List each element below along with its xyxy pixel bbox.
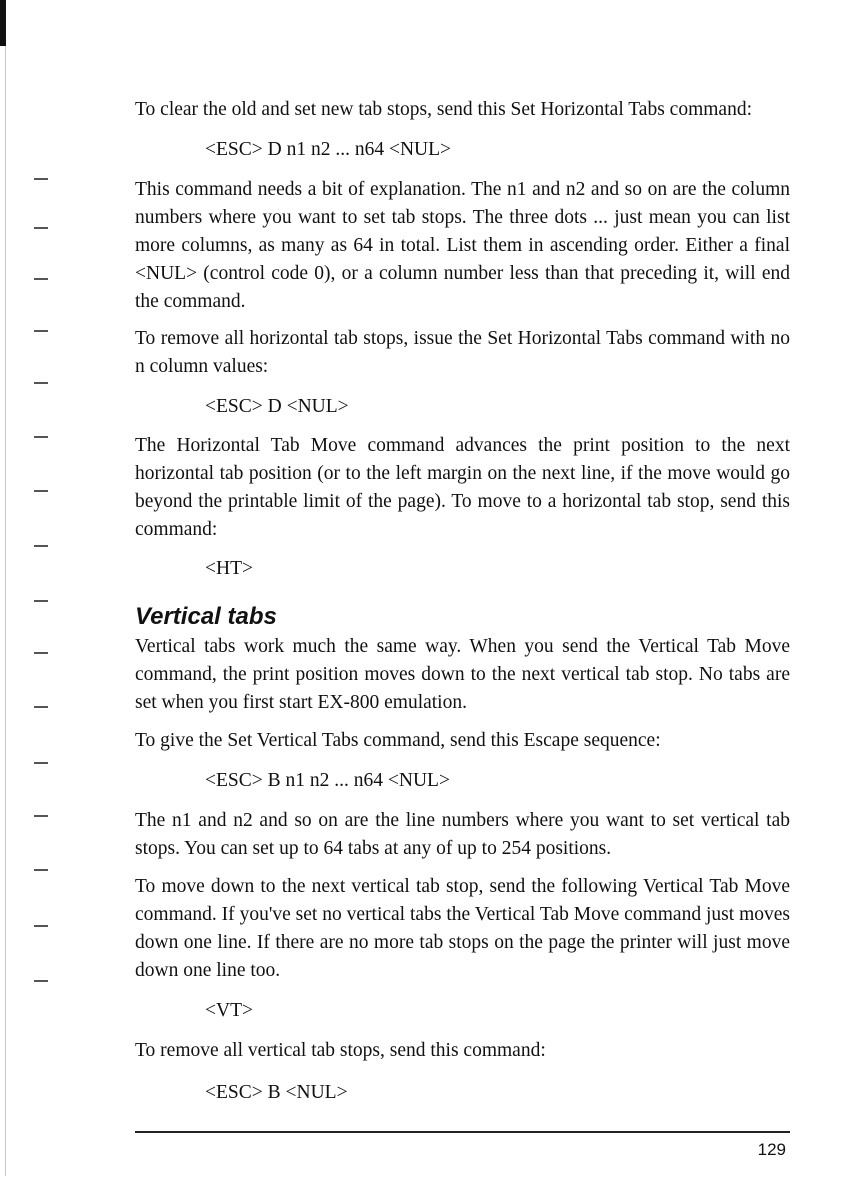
margin-tick (34, 652, 48, 654)
paragraph: The n1 and n2 and so on are the line numbers where you want to set vertical tab stops. You can set up to 64 tabs at any of up to 254 positions. (135, 810, 790, 859)
footer-rule (135, 1131, 790, 1133)
page-number: 129 (757, 1140, 786, 1159)
code-line: <ESC> D n1 n2 ... n64 <NUL> (205, 139, 452, 160)
code-line: <HT> (205, 558, 253, 579)
code-line: <ESC> B <NUL> (205, 1082, 348, 1103)
margin-tick (34, 706, 48, 708)
margin-tick (34, 330, 48, 332)
margin-tick (34, 382, 48, 384)
page-body (135, 96, 790, 1107)
code-line: <ESC> D <NUL> (205, 396, 349, 417)
paragraph: To give the Set Vertical Tabs command, send this Escape sequence: (135, 730, 661, 751)
paragraph: The Horizontal Tab Move command advances the print position to the next horizontal tab position (or to the left margin on the next line, if the move would go beyond the printable limit of the page). To move to a horizontal tab stop, send this command: (135, 435, 790, 540)
margin-tick (34, 925, 48, 927)
margin-tick (34, 600, 48, 602)
binding-edge-line (5, 46, 6, 1176)
margin-tick (34, 762, 48, 764)
binding-edge-mark (0, 0, 6, 46)
paragraph: To clear the old and set new tab stops, send this Set Horizontal Tabs command: (135, 99, 752, 120)
margin-tick (34, 490, 48, 492)
code-line: <ESC> B n1 n2 ... n64 <NUL> (205, 770, 450, 791)
margin-tick (34, 869, 48, 871)
section-heading: Vertical tabs (135, 603, 277, 630)
margin-tick (34, 980, 48, 982)
margin-tick (34, 227, 48, 229)
paragraph: To remove all horizontal tab stops, issue the Set Horizontal Tabs command with no n column values: (135, 328, 790, 377)
code-line: <VT> (205, 1000, 253, 1021)
margin-tick (34, 278, 48, 280)
margin-tick (34, 178, 48, 180)
paragraph: This command needs a bit of explanation. The n1 and n2 and so on are the column numbers where you want to set tab stops. The three dots ... just mean you can list more columns, as many as 64 in total. List them in ascending order. Either a final <NUL> (control code 0), or a column number less than that preceding it, will end the command. (135, 179, 790, 312)
paragraph: To remove all vertical tab stops, send this command: (135, 1040, 546, 1061)
paragraph: Vertical tabs work much the same way. When you send the Vertical Tab Move command, the print position moves down to the next vertical tab stop. No tabs are set when you first start EX-800 emulation. (135, 636, 790, 713)
margin-tick (34, 436, 48, 438)
margin-tick (34, 815, 48, 817)
margin-tick (34, 545, 48, 547)
paragraph: To move down to the next vertical tab stop, send the following Vertical Tab Move command. If you've set no vertical tabs the Vertical Tab Move command just moves down one line. If there are no more tab stops on the page the printer will just move down one line too. (135, 876, 790, 981)
